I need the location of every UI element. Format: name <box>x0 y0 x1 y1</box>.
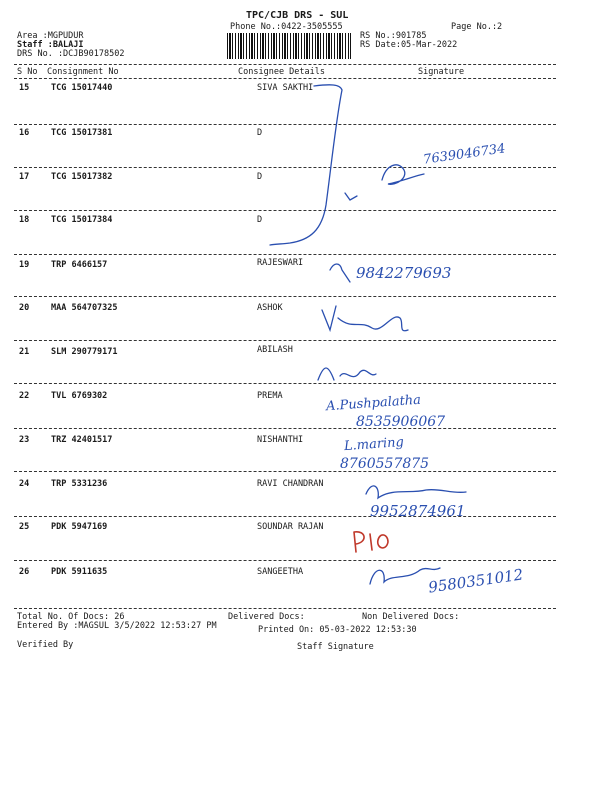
rs-number: RS No.:901785 <box>360 31 427 41</box>
printed-on: Printed On: 05-03-2022 12:53:30 <box>258 625 417 635</box>
staff-label: Staff :BALAJI <box>17 40 84 50</box>
consignment-no: TCG 15017440 <box>51 83 113 93</box>
consignment-no: PDK 5947169 <box>51 522 108 532</box>
signature-stroke <box>366 486 466 498</box>
sno: 26 <box>19 567 30 577</box>
consignee-name: D <box>257 215 263 225</box>
sno: 24 <box>19 479 30 489</box>
signature-stroke <box>322 306 408 331</box>
consignee-name: RAJESWARI <box>257 258 304 268</box>
staff-signature-label: Staff Signature <box>297 642 374 652</box>
consignee-name: SOUNDAR RAJAN <box>257 522 324 532</box>
delivered-docs: Delivered Docs: <box>228 612 305 622</box>
sno: 22 <box>19 391 30 401</box>
handwritten-phone: 9842279693 <box>356 264 452 282</box>
consignment-no: TRP 6466157 <box>51 260 108 270</box>
handwritten-name: A.Pushpalatha <box>325 392 422 415</box>
sno: 23 <box>19 435 30 445</box>
consignment-no: TCG 15017384 <box>51 215 113 225</box>
handwritten-phone: 9952874961 <box>370 502 466 520</box>
col-sno: S No <box>17 67 38 77</box>
sno: 15 <box>19 83 30 93</box>
handwritten-name: L.maring <box>343 434 405 455</box>
sno: 25 <box>19 522 30 532</box>
bracket-stroke <box>270 85 342 245</box>
handwritten-phone: 7639046734 <box>422 141 507 168</box>
col-consignment: Consignment No <box>47 67 119 77</box>
signature-stroke <box>330 264 350 282</box>
handwritten-phone: 9580351012 <box>427 565 525 597</box>
signature-stroke <box>318 368 376 380</box>
consignment-no: TRP 5331236 <box>51 479 108 489</box>
sno: 16 <box>19 128 30 138</box>
handwritten-phone: 8535906067 <box>356 414 446 430</box>
sno: 21 <box>19 347 30 357</box>
consignment-no: TCG 15017381 <box>51 128 113 138</box>
consignee-name: ABILASH <box>257 345 293 355</box>
page-number: Page No.:2 <box>451 22 503 32</box>
phone-number: Phone No.:0422-3505555 <box>230 22 343 32</box>
consignee-name: ASHOK <box>257 303 283 313</box>
col-consignee: Consignee Details <box>238 67 325 77</box>
consignee-name: SANGEETHA <box>257 567 304 577</box>
consignment-no: TRZ 42401517 <box>51 435 113 445</box>
sno: 17 <box>19 172 30 182</box>
consignee-name: PREMA <box>257 391 283 401</box>
rs-date: RS Date:05-Mar-2022 <box>360 40 458 50</box>
sno: 19 <box>19 260 30 270</box>
consignee-name: D <box>257 172 263 182</box>
consignment-no: TCG 15017382 <box>51 172 113 182</box>
consignee-name: NISHANTHI <box>257 435 304 445</box>
entered-by: Entered By :MAGSUL 3/5/2022 12:53:27 PM <box>17 621 217 631</box>
non-delivered-docs: Non Delivered Docs: <box>362 612 460 622</box>
sno: 18 <box>19 215 30 225</box>
consignment-no: TVL 6769302 <box>51 391 108 401</box>
check-stroke <box>345 193 357 200</box>
consignee-name: RAVI CHANDRAN <box>257 479 324 489</box>
consignment-no: SLM 290779171 <box>51 347 118 357</box>
consignment-no: MAA 564707325 <box>51 303 118 313</box>
area-label: Area :MGPUDUR <box>17 31 84 41</box>
document-title: TPC/CJB DRS - SUL <box>246 10 349 21</box>
total-docs: Total No. Of Docs: 26 <box>17 612 125 622</box>
verified-by: Verified By <box>17 640 74 650</box>
consignment-no: PDK 5911635 <box>51 567 108 577</box>
sno: 20 <box>19 303 30 313</box>
handwritten-phone: 8760557875 <box>340 456 430 472</box>
signature-stroke <box>382 165 424 185</box>
drs-number: DRS No. :DCJB90178502 <box>17 49 125 59</box>
consignee-name: SIVA SAKTHI <box>257 83 314 93</box>
consignee-name: D <box>257 128 263 138</box>
col-signature: Signature <box>418 67 465 77</box>
